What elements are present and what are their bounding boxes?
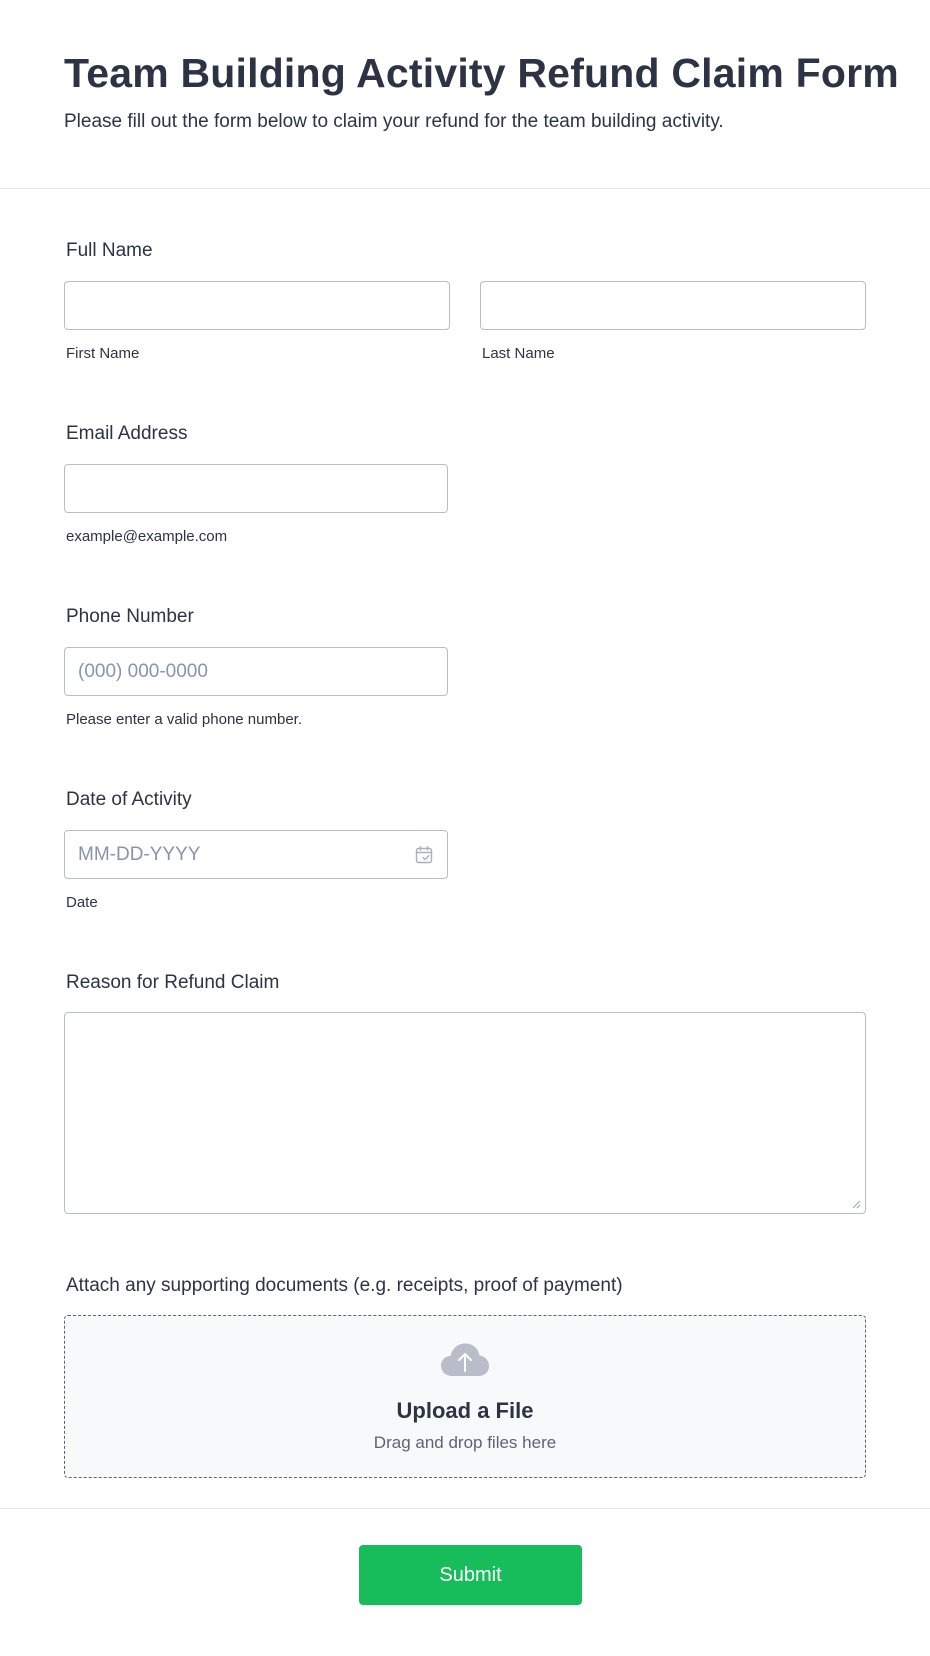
first-name-sublabel: First Name [66, 345, 140, 362]
form-header [0, 0, 930, 189]
form-title: Team Building Activity Refund Claim Form [64, 50, 899, 96]
email-input[interactable] [64, 464, 448, 513]
full-name-label: Full Name [66, 240, 153, 261]
date-label: Date of Activity [66, 789, 192, 810]
reason-textarea[interactable] [64, 1012, 866, 1214]
date-sublabel: Date [66, 894, 98, 911]
last-name-input[interactable] [480, 281, 866, 330]
phone-placeholder: (000) 000-0000 [78, 661, 208, 682]
form-subtitle: Please fill out the form below to claim your refund for the team building activity. [64, 111, 724, 132]
last-name-sublabel: Last Name [482, 345, 555, 362]
email-label: Email Address [66, 423, 188, 444]
reason-label: Reason for Refund Claim [66, 972, 280, 993]
submit-button[interactable]: Submit [359, 1545, 582, 1605]
calendar-icon[interactable] [414, 845, 434, 865]
resize-handle-icon[interactable] [851, 1199, 861, 1209]
date-placeholder: MM-DD-YYYY [78, 844, 201, 865]
file-upload-dropzone[interactable] [64, 1315, 866, 1478]
phone-sublabel: Please enter a valid phone number. [66, 711, 302, 728]
phone-label: Phone Number [66, 606, 194, 627]
date-input[interactable] [64, 830, 448, 879]
cloud-upload-icon [440, 1342, 490, 1378]
upload-title: Upload a File [396, 1398, 534, 1423]
footer-divider [0, 1508, 930, 1509]
email-sublabel: example@example.com [66, 528, 228, 545]
first-name-input[interactable] [64, 281, 450, 330]
upload-subtitle: Drag and drop files here [373, 1433, 557, 1452]
attachment-label: Attach any supporting documents (e.g. receipts, proof of payment) [66, 1275, 623, 1296]
phone-input[interactable] [64, 647, 448, 696]
